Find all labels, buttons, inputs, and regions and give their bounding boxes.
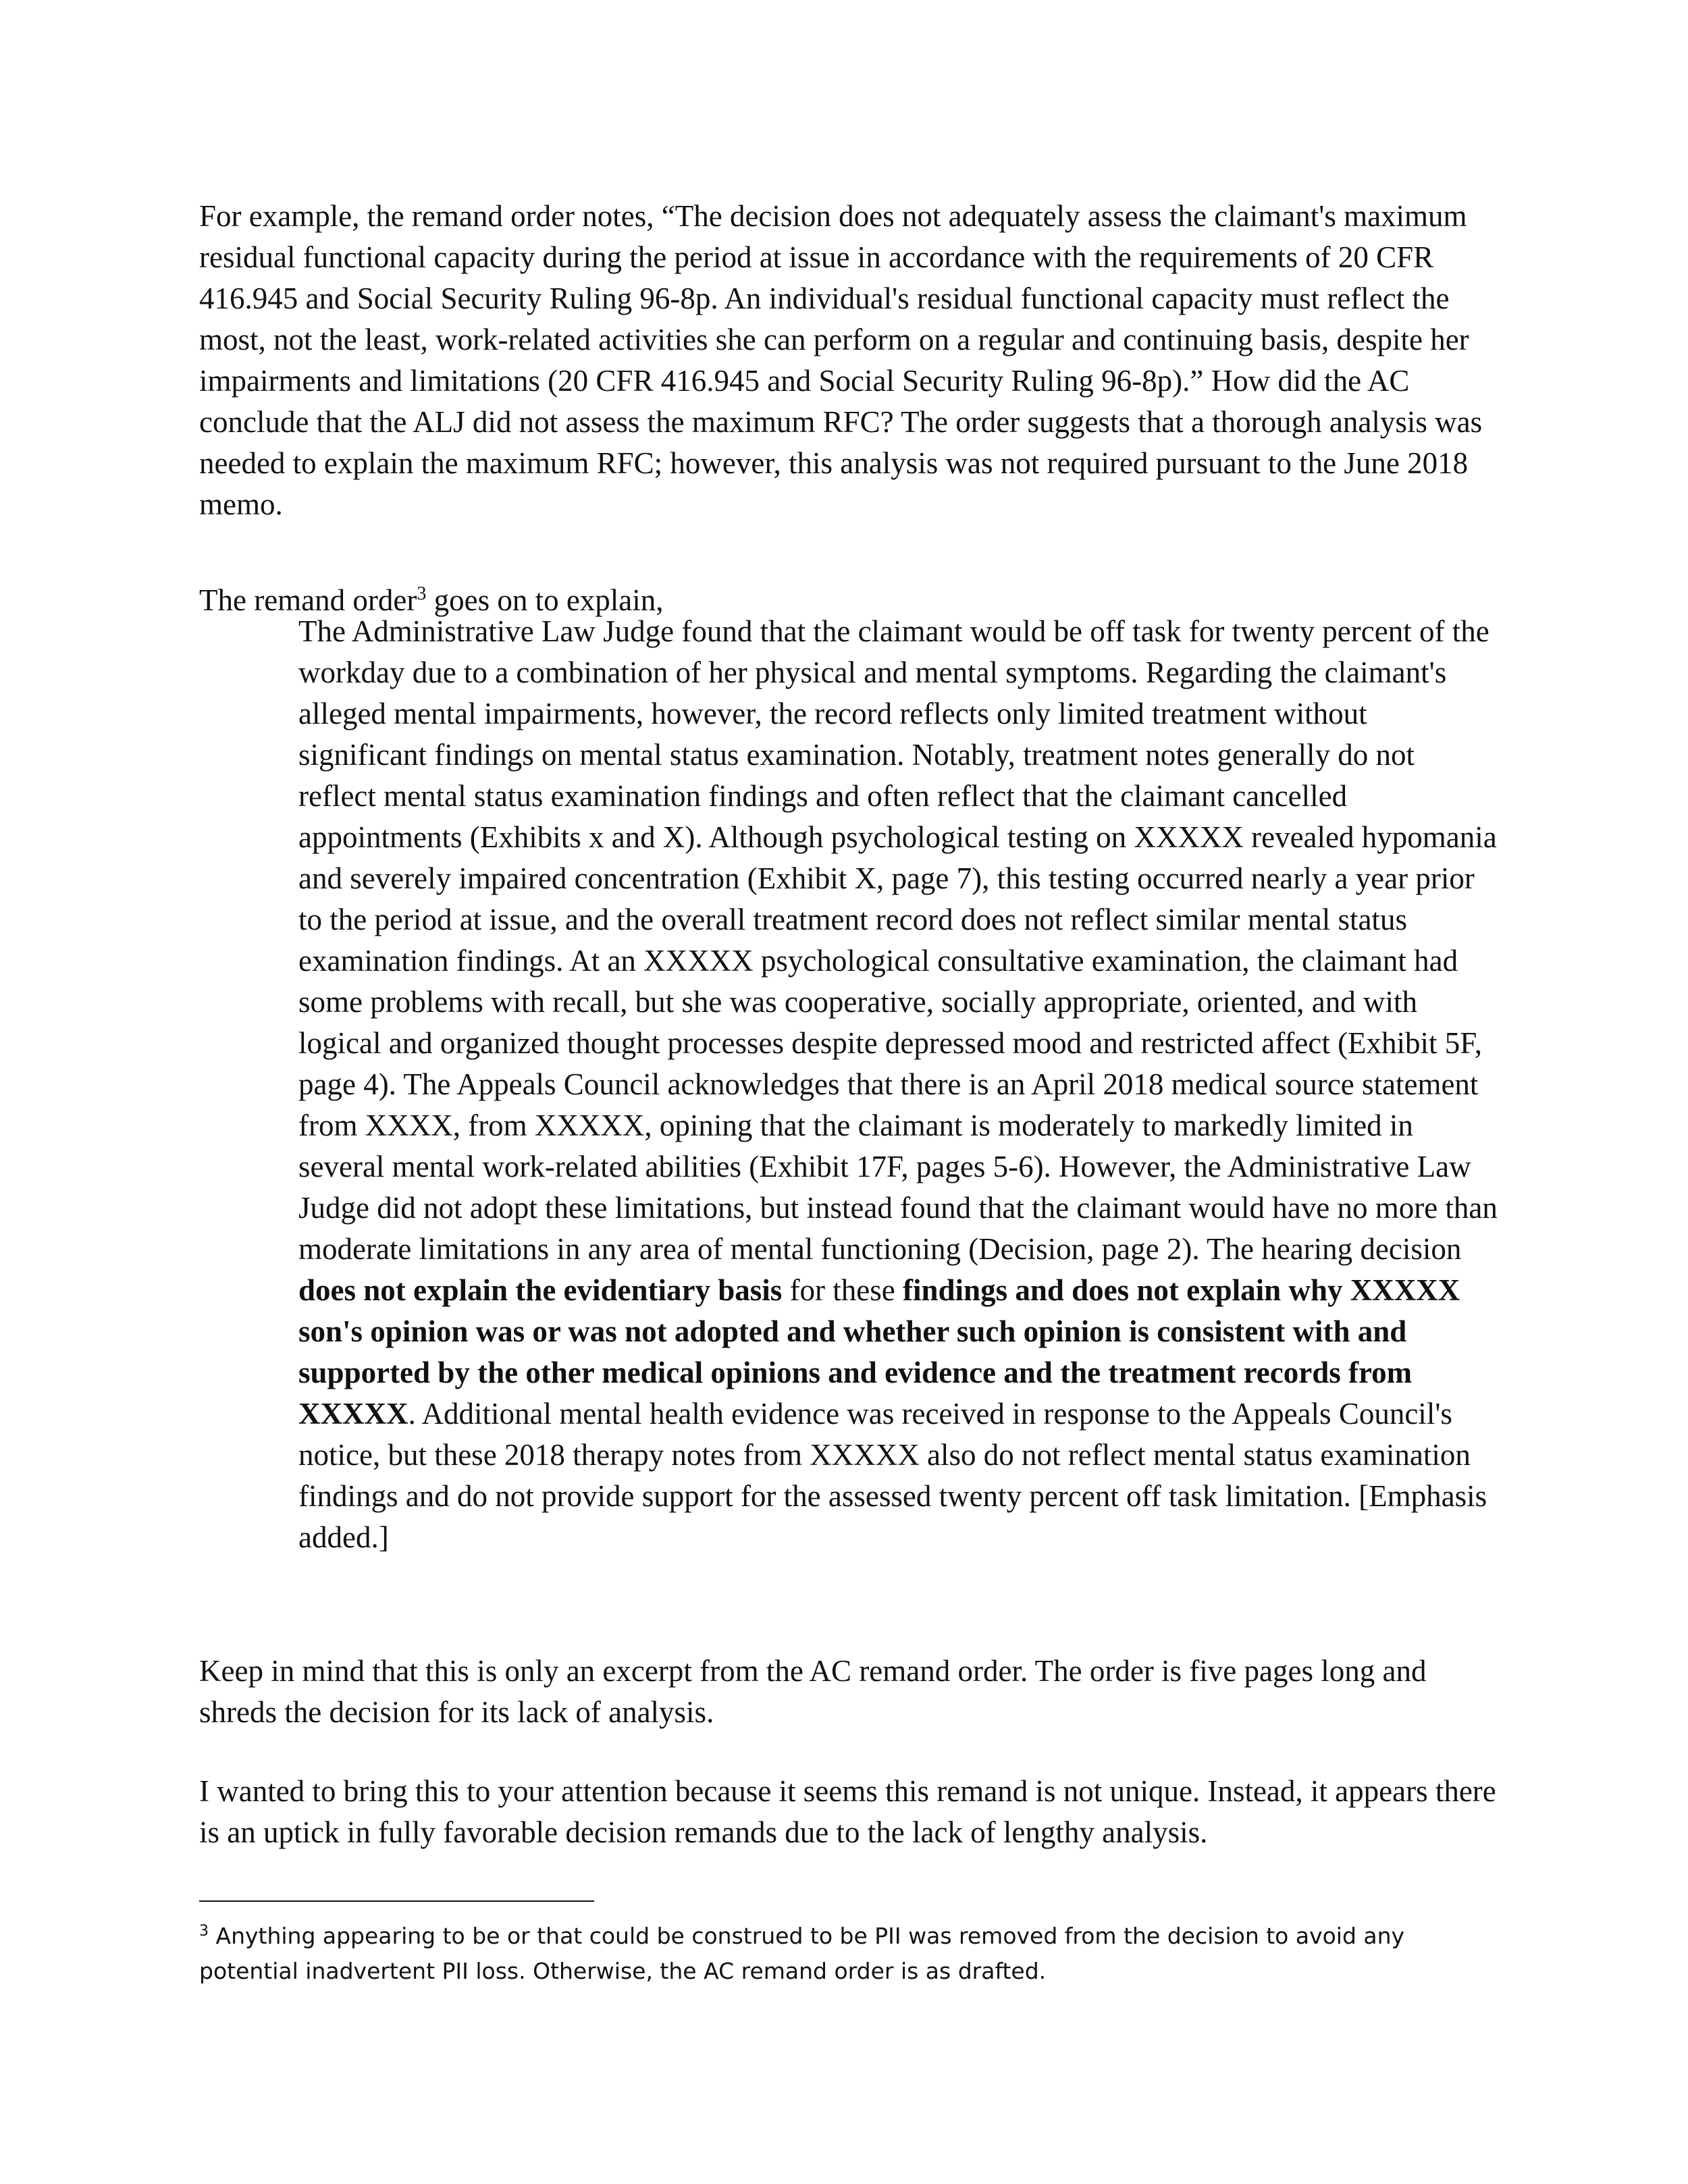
footnote-text: Anything appearing to be or that could be construed to be PII was removed from the decision to avoid any potential inadvertent PII loss. Otherwise, the AC remand order is as drafted.: [199, 1923, 1405, 1984]
footnote-marker: 3: [199, 1923, 209, 1940]
footnote-separator: [199, 1900, 594, 1902]
quote-part-1: The Administrative Law Judge found that the claimant would be off task for twenty percent of the workday due to a combination of her physical and mental symptoms. Regarding the claimant's alleged mental impairments, however, the record reflects only limited treatment without significant findings on mental status examination. Notably, treatment notes generally do not reflect mental status examination findings and often reflect that the claimant cancelled appointments (Exhibits x and X). Although psychological testing on XXXXX revealed hypomania and severely impaired concentration (Exhibit X, page 7), this testing occurred nearly a year prior to the period at issue, and the overall treatment record does not reflect similar mental status examination findings. At an XXXXX psychological consultative examination, the claimant had some problems with recall, but she was cooperative, socially appropriate, oriented, and with logical and organized thought processes despite depressed mood and restricted affect (Exhibit 5F, page 4). The Appeals Council acknowledges that there is an April 2018 medical source statement from XXXX, from XXXXX, opining that the claimant is moderately to markedly limited in several mental work-related abilities (Exhibit 17F, pages 5-6). However, the Administrative Law Judge did not adopt these limitations, but instead found that the claimant would have no more than moderate limitations in any area of mental functioning (Decision, page 2). The hearing decision: [298, 614, 1498, 1266]
paragraph-3-text: Keep in mind that this is only an excerpt from the AC remand order. The order is five pages long and shreds the decision for its lack of analysis.: [199, 1654, 1427, 1729]
footnote-reference: 3: [417, 583, 427, 604]
block-quote: [298, 611, 1499, 1558]
paragraph-4-text: I wanted to bring this to your attention because it seems this remand is not unique. Instead, it appears there is an uptick in fully favorable decision remands due to the lack of lengthy analysis.: [199, 1774, 1496, 1849]
paragraph-2-after: goes on to explain,: [426, 583, 664, 617]
quote-part-2: for these: [782, 1273, 903, 1307]
quote-part-3: . Additional mental health evidence was received in response to the Appeals Council's notice, but these 2018 therapy notes from XXXXX also do not reflect mental status examination findings and do not provide support for the assessed twenty percent off task limitation. [Emphasis added.]: [298, 1397, 1487, 1554]
paragraph-excerpt-note: [199, 1651, 1499, 1733]
paragraph-1-text: For example, the remand order notes, “The decision does not adequately assess the claimant's maximum residual functional capacity during the period at issue in accordance with the requirements of 20 CFR 416.945 and Social Security Ruling 96-8p. An individual's residual functional capacity must reflect the most, not the least, work-related activities she can perform on a regular and continuing basis, despite her impairments and limitations (20 CFR 416.945 and Social Security Ruling 96-8p).” How did the AC conclude that the ALJ did not assess the maximum RFC? The order suggests that a thorough analysis was needed to explain the maximum RFC; however, this analysis was not required pursuant to the June 2018 memo.: [199, 199, 1483, 521]
quote-bold-1: does not explain the evidentiary basis: [298, 1273, 783, 1307]
paragraph-2-before: The remand order: [199, 583, 417, 617]
paragraph-attention: [199, 1771, 1499, 1853]
quote-bold-2: findings and does not explain why XXXXX son's opinion was or was not adopted and whether such opinion is consistent with and supported by the other medical opinions and evidence and the treatment records from XXXXX: [298, 1273, 1460, 1431]
footnote: [199, 1919, 1499, 1989]
paragraph-rfc-assessment: [199, 196, 1499, 525]
